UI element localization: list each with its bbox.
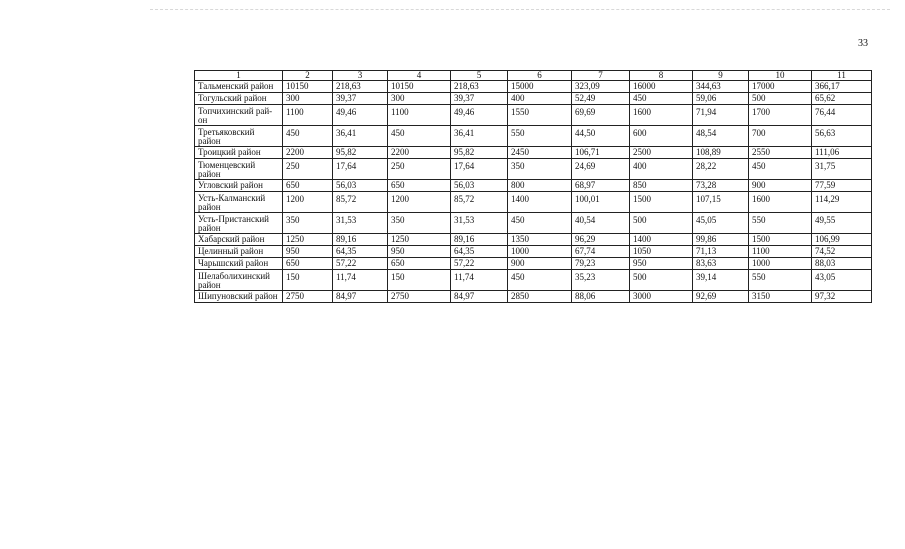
value-cell: 85,72 — [451, 192, 508, 213]
value-cell: 500 — [630, 213, 693, 234]
value-cell: 40,54 — [572, 213, 630, 234]
value-cell: 76,44 — [812, 105, 872, 126]
district-name-cell: Троицкий район — [195, 147, 283, 159]
value-cell: 39,14 — [693, 270, 749, 291]
value-cell: 49,46 — [333, 105, 388, 126]
value-cell: 11,74 — [451, 270, 508, 291]
value-cell: 49,55 — [812, 213, 872, 234]
value-cell: 500 — [630, 270, 693, 291]
header-row — [195, 71, 872, 81]
value-cell: 2200 — [283, 147, 333, 159]
value-cell: 84,97 — [451, 291, 508, 303]
table-row — [195, 180, 872, 192]
value-cell: 17000 — [749, 81, 812, 93]
value-cell: 1550 — [508, 105, 572, 126]
value-cell: 106,71 — [572, 147, 630, 159]
district-name-cell: Угловский район — [195, 180, 283, 192]
table-row — [195, 159, 872, 180]
district-name-cell: Целинный район — [195, 246, 283, 258]
value-cell: 73,28 — [693, 180, 749, 192]
value-cell: 15000 — [508, 81, 572, 93]
column-header: 10 — [749, 71, 812, 81]
value-cell: 31,53 — [451, 213, 508, 234]
value-cell: 1100 — [388, 105, 451, 126]
value-cell: 88,03 — [812, 258, 872, 270]
value-cell: 950 — [630, 258, 693, 270]
value-cell: 65,62 — [812, 93, 872, 105]
value-cell: 16000 — [630, 81, 693, 93]
value-cell: 344,63 — [693, 81, 749, 93]
value-cell: 84,97 — [333, 291, 388, 303]
scan-edge-line — [150, 9, 890, 10]
table-row — [195, 234, 872, 246]
value-cell: 700 — [749, 126, 812, 147]
value-cell: 1600 — [749, 192, 812, 213]
value-cell: 77,59 — [812, 180, 872, 192]
value-cell: 3000 — [630, 291, 693, 303]
table-row — [195, 258, 872, 270]
value-cell: 850 — [630, 180, 693, 192]
value-cell: 450 — [749, 159, 812, 180]
table-row — [195, 147, 872, 159]
value-cell: 52,49 — [572, 93, 630, 105]
value-cell: 1200 — [388, 192, 451, 213]
value-cell: 56,03 — [333, 180, 388, 192]
value-cell: 2500 — [630, 147, 693, 159]
value-cell: 56,03 — [451, 180, 508, 192]
value-cell: 400 — [508, 93, 572, 105]
value-cell: 88,06 — [572, 291, 630, 303]
value-cell: 89,16 — [451, 234, 508, 246]
value-cell: 800 — [508, 180, 572, 192]
value-cell: 350 — [508, 159, 572, 180]
district-name-cell: Топчихинский рай-он — [195, 105, 283, 126]
value-cell: 150 — [283, 270, 333, 291]
column-header: 6 — [508, 71, 572, 81]
value-cell: 31,75 — [812, 159, 872, 180]
value-cell: 1350 — [508, 234, 572, 246]
value-cell: 650 — [388, 258, 451, 270]
value-cell: 96,29 — [572, 234, 630, 246]
value-cell: 150 — [388, 270, 451, 291]
value-cell: 900 — [749, 180, 812, 192]
value-cell: 1500 — [630, 192, 693, 213]
value-cell: 108,89 — [693, 147, 749, 159]
value-cell: 3150 — [749, 291, 812, 303]
value-cell: 111,06 — [812, 147, 872, 159]
column-header: 9 — [693, 71, 749, 81]
value-cell: 2750 — [388, 291, 451, 303]
table-row — [195, 126, 872, 147]
value-cell: 85,72 — [333, 192, 388, 213]
value-cell: 45,05 — [693, 213, 749, 234]
value-cell: 24,69 — [572, 159, 630, 180]
value-cell: 1050 — [630, 246, 693, 258]
value-cell: 350 — [388, 213, 451, 234]
value-cell: 64,35 — [333, 246, 388, 258]
column-header: 4 — [388, 71, 451, 81]
value-cell: 2850 — [508, 291, 572, 303]
value-cell: 106,99 — [812, 234, 872, 246]
district-name-cell: Шелаболихинский район — [195, 270, 283, 291]
value-cell: 64,35 — [451, 246, 508, 258]
value-cell: 300 — [283, 93, 333, 105]
district-name-cell: Усть-Калманский район — [195, 192, 283, 213]
table-row — [195, 105, 872, 126]
value-cell: 1500 — [749, 234, 812, 246]
value-cell: 56,63 — [812, 126, 872, 147]
column-header: 3 — [333, 71, 388, 81]
value-cell: 1100 — [283, 105, 333, 126]
value-cell: 48,54 — [693, 126, 749, 147]
value-cell: 97,32 — [812, 291, 872, 303]
value-cell: 1250 — [283, 234, 333, 246]
value-cell: 450 — [283, 126, 333, 147]
value-cell: 550 — [508, 126, 572, 147]
table-row — [195, 93, 872, 105]
value-cell: 550 — [749, 270, 812, 291]
table-row — [195, 81, 872, 93]
column-header: 8 — [630, 71, 693, 81]
column-header: 11 — [812, 71, 872, 81]
value-cell: 10150 — [283, 81, 333, 93]
value-cell: 114,29 — [812, 192, 872, 213]
column-header: 7 — [572, 71, 630, 81]
value-cell: 2450 — [508, 147, 572, 159]
district-data-table — [194, 70, 872, 303]
value-cell: 1600 — [630, 105, 693, 126]
value-cell: 100,01 — [572, 192, 630, 213]
value-cell: 2750 — [283, 291, 333, 303]
value-cell: 35,23 — [572, 270, 630, 291]
value-cell: 1700 — [749, 105, 812, 126]
value-cell: 36,41 — [451, 126, 508, 147]
district-name-cell: Усть-Пристанский район — [195, 213, 283, 234]
value-cell: 250 — [388, 159, 451, 180]
table-row — [195, 246, 872, 258]
value-cell: 44,50 — [572, 126, 630, 147]
value-cell: 650 — [283, 180, 333, 192]
value-cell: 79,23 — [572, 258, 630, 270]
value-cell: 2200 — [388, 147, 451, 159]
value-cell: 74,52 — [812, 246, 872, 258]
value-cell: 69,69 — [572, 105, 630, 126]
table-row — [195, 270, 872, 291]
district-name-cell: Третьяковский район — [195, 126, 283, 147]
district-name-cell: Чарышский район — [195, 258, 283, 270]
district-name-cell: Хабарский район — [195, 234, 283, 246]
value-cell: 450 — [388, 126, 451, 147]
value-cell: 1400 — [508, 192, 572, 213]
value-cell: 95,82 — [333, 147, 388, 159]
district-name-cell: Шипуновский район — [195, 291, 283, 303]
value-cell: 950 — [388, 246, 451, 258]
value-cell: 43,05 — [812, 270, 872, 291]
column-header: 2 — [283, 71, 333, 81]
column-header: 1 — [195, 71, 283, 81]
value-cell: 250 — [283, 159, 333, 180]
value-cell: 39,37 — [451, 93, 508, 105]
value-cell: 1400 — [630, 234, 693, 246]
value-cell: 400 — [630, 159, 693, 180]
value-cell: 1200 — [283, 192, 333, 213]
value-cell: 83,63 — [693, 258, 749, 270]
value-cell: 550 — [749, 213, 812, 234]
district-name-cell: Тогульский район — [195, 93, 283, 105]
value-cell: 59,06 — [693, 93, 749, 105]
value-cell: 2550 — [749, 147, 812, 159]
value-cell: 28,22 — [693, 159, 749, 180]
value-cell: 57,22 — [333, 258, 388, 270]
value-cell: 1250 — [388, 234, 451, 246]
value-cell: 10150 — [388, 81, 451, 93]
value-cell: 107,15 — [693, 192, 749, 213]
value-cell: 900 — [508, 258, 572, 270]
table-row — [195, 213, 872, 234]
page-number: 33 — [858, 38, 868, 49]
value-cell: 218,63 — [333, 81, 388, 93]
value-cell: 1000 — [749, 258, 812, 270]
value-cell: 11,74 — [333, 270, 388, 291]
table-row — [195, 192, 872, 213]
value-cell: 71,13 — [693, 246, 749, 258]
value-cell: 89,16 — [333, 234, 388, 246]
value-cell: 99,86 — [693, 234, 749, 246]
value-cell: 450 — [508, 213, 572, 234]
value-cell: 67,74 — [572, 246, 630, 258]
value-cell: 450 — [508, 270, 572, 291]
value-cell: 300 — [388, 93, 451, 105]
value-cell: 323,09 — [572, 81, 630, 93]
value-cell: 39,37 — [333, 93, 388, 105]
value-cell: 92,69 — [693, 291, 749, 303]
value-cell: 31,53 — [333, 213, 388, 234]
value-cell: 49,46 — [451, 105, 508, 126]
value-cell: 71,94 — [693, 105, 749, 126]
value-cell: 450 — [630, 93, 693, 105]
value-cell: 650 — [388, 180, 451, 192]
district-name-cell: Тюменцевский район — [195, 159, 283, 180]
value-cell: 1100 — [749, 246, 812, 258]
value-cell: 17,64 — [451, 159, 508, 180]
column-header: 5 — [451, 71, 508, 81]
value-cell: 95,82 — [451, 147, 508, 159]
value-cell: 650 — [283, 258, 333, 270]
value-cell: 500 — [749, 93, 812, 105]
value-cell: 68,97 — [572, 180, 630, 192]
value-cell: 950 — [283, 246, 333, 258]
value-cell: 600 — [630, 126, 693, 147]
value-cell: 218,63 — [451, 81, 508, 93]
value-cell: 36,41 — [333, 126, 388, 147]
value-cell: 350 — [283, 213, 333, 234]
table-row — [195, 291, 872, 303]
value-cell: 17,64 — [333, 159, 388, 180]
district-name-cell: Тальменский район — [195, 81, 283, 93]
value-cell: 1000 — [508, 246, 572, 258]
value-cell: 57,22 — [451, 258, 508, 270]
value-cell: 366,17 — [812, 81, 872, 93]
